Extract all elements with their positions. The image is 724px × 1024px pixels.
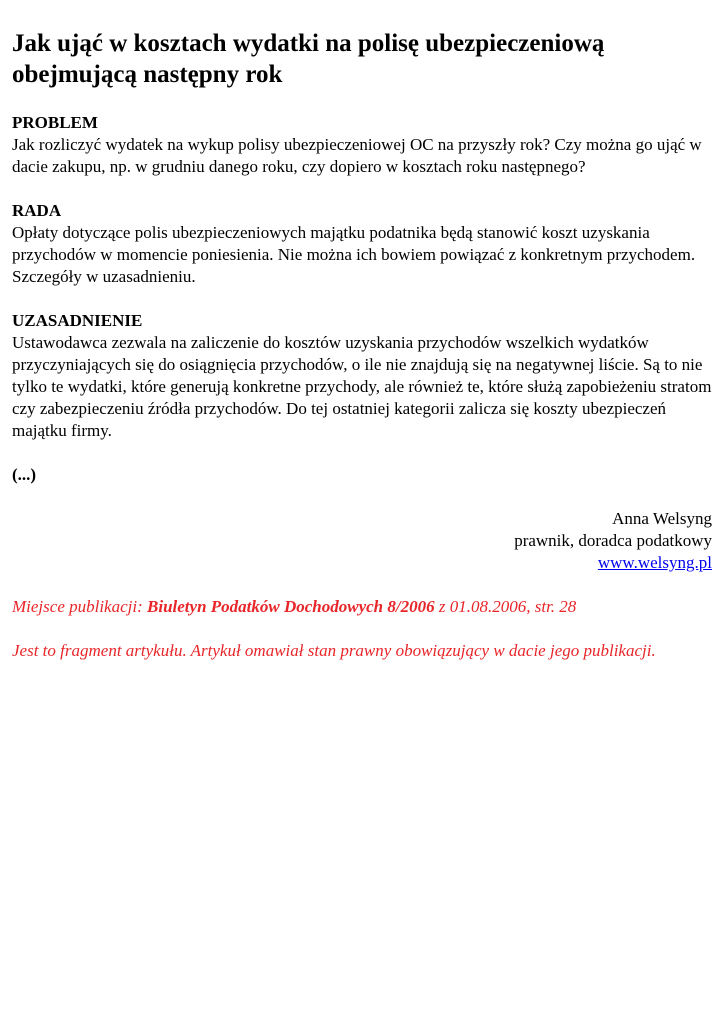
author-role: prawnik, doradca podatkowy	[514, 531, 712, 550]
publication-suffix: z 01.08.2006, str. 28	[434, 597, 577, 616]
publication-prefix: Miejsce publikacji:	[12, 597, 148, 616]
publication-info	[12, 596, 712, 618]
publication-source: Biuletyn Podatków Dochodowych 8/2006	[147, 597, 435, 616]
section-body-uzasadnienie: Ustawodawca zezwala na zaliczenie do kosztów uzyskania przychodów wszelkich wydatków przyczyniających się do osiągnięcia przychodów, o ile nie znajdują się na negatywnej liście. Są to nie tylko te wydatki, które generują konkretne przychody, ale również te, które służą zapobieżeniu stratom czy zabezpieczeniu źródła przychodów. Do tej ostatniej kategorii zalicza się koszty ubezpieczeń majątku firmy.	[12, 333, 712, 440]
fragment-note: Jest to fragment artykułu. Artykuł omawiał stan prawny obowiązujący w dacie jego publikacji.	[12, 641, 656, 660]
article-ellipsis: (...)	[12, 465, 37, 484]
section-heading-uzasadnienie: UZASADNIENIE	[12, 311, 143, 330]
section-problem	[12, 112, 712, 178]
section-body-problem: Jak rozliczyć wydatek na wykup polisy ubezpieczeniowej OC na przyszły rok? Czy można go ująć w dacie zakupu, np. w grudniu danego roku, czy dopiero w kosztach roku następnego?	[12, 135, 702, 176]
section-heading-rada: RADA	[12, 201, 62, 220]
section-rada	[12, 200, 712, 288]
author-website-link[interactable]: www.welsyng.pl	[597, 553, 712, 572]
section-body-rada: Opłaty dotyczące polis ubezpieczeniowych majątku podatnika będą stanowić koszt uzyskania przychodów w momencie poniesienia. Nie można ich bowiem powiązać z konkretnym przychodem. Szczegóły w uzasadnieniu.	[12, 223, 696, 286]
article-title: Jak ująć w kosztach wydatki na polisę ubezpieczeniową obejmującą następny rok	[12, 30, 605, 88]
section-heading-problem: PROBLEM	[12, 113, 98, 132]
author-name: Anna Welsyng	[612, 509, 712, 528]
author-block	[12, 508, 712, 574]
section-uzasadnienie	[12, 310, 712, 442]
